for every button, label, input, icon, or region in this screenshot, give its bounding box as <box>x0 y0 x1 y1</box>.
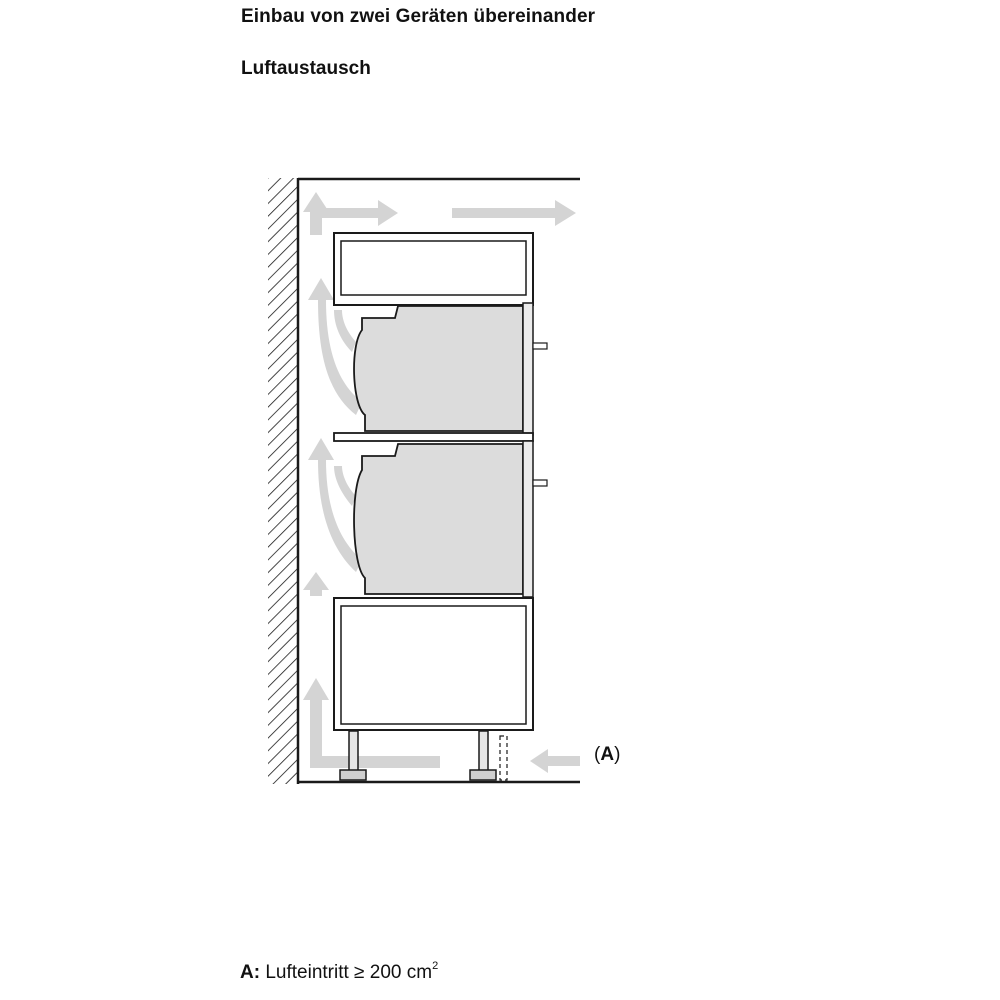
upper-appliance <box>354 303 547 435</box>
section-subtitle: Luftaustausch <box>241 58 371 79</box>
lower-cabinet <box>334 598 533 730</box>
leg-right-foot <box>470 770 496 780</box>
lower-appliance-door <box>523 441 533 597</box>
caption-key: A: <box>240 962 261 983</box>
lower-appliance-knob <box>533 480 547 486</box>
caption-text: Lufteintritt ≥ 200 cm <box>260 962 433 983</box>
label-a-open: ( <box>594 744 601 765</box>
wall-arrow-up-lower <box>303 572 329 596</box>
upper-appliance-door <box>523 303 533 435</box>
wall-hatching <box>268 178 297 784</box>
leg-right <box>479 731 488 771</box>
label-a-marker <box>594 744 620 766</box>
curved-arrow-upper-inner <box>334 310 356 352</box>
top-arrow-right-1 <box>345 200 398 226</box>
curved-arrow-lower-inner <box>334 466 356 506</box>
entry-arrow-left <box>530 749 580 773</box>
label-a-letter: A <box>600 744 615 765</box>
label-a-close: ) <box>614 744 621 765</box>
caption <box>240 960 438 984</box>
leg-left-foot <box>340 770 366 780</box>
upper-appliance-knob <box>533 343 547 349</box>
upper-cabinet <box>334 233 533 305</box>
leg-left <box>349 731 358 771</box>
middle-shelf <box>334 433 533 441</box>
top-arrow-right-2 <box>452 200 576 226</box>
plinth-panel <box>500 736 507 780</box>
page-title: Einbau von zwei Geräten übereinander <box>241 6 596 27</box>
caption-superscript: 2 <box>432 960 439 972</box>
cabinet-legs <box>340 731 496 780</box>
lower-appliance <box>354 441 547 597</box>
